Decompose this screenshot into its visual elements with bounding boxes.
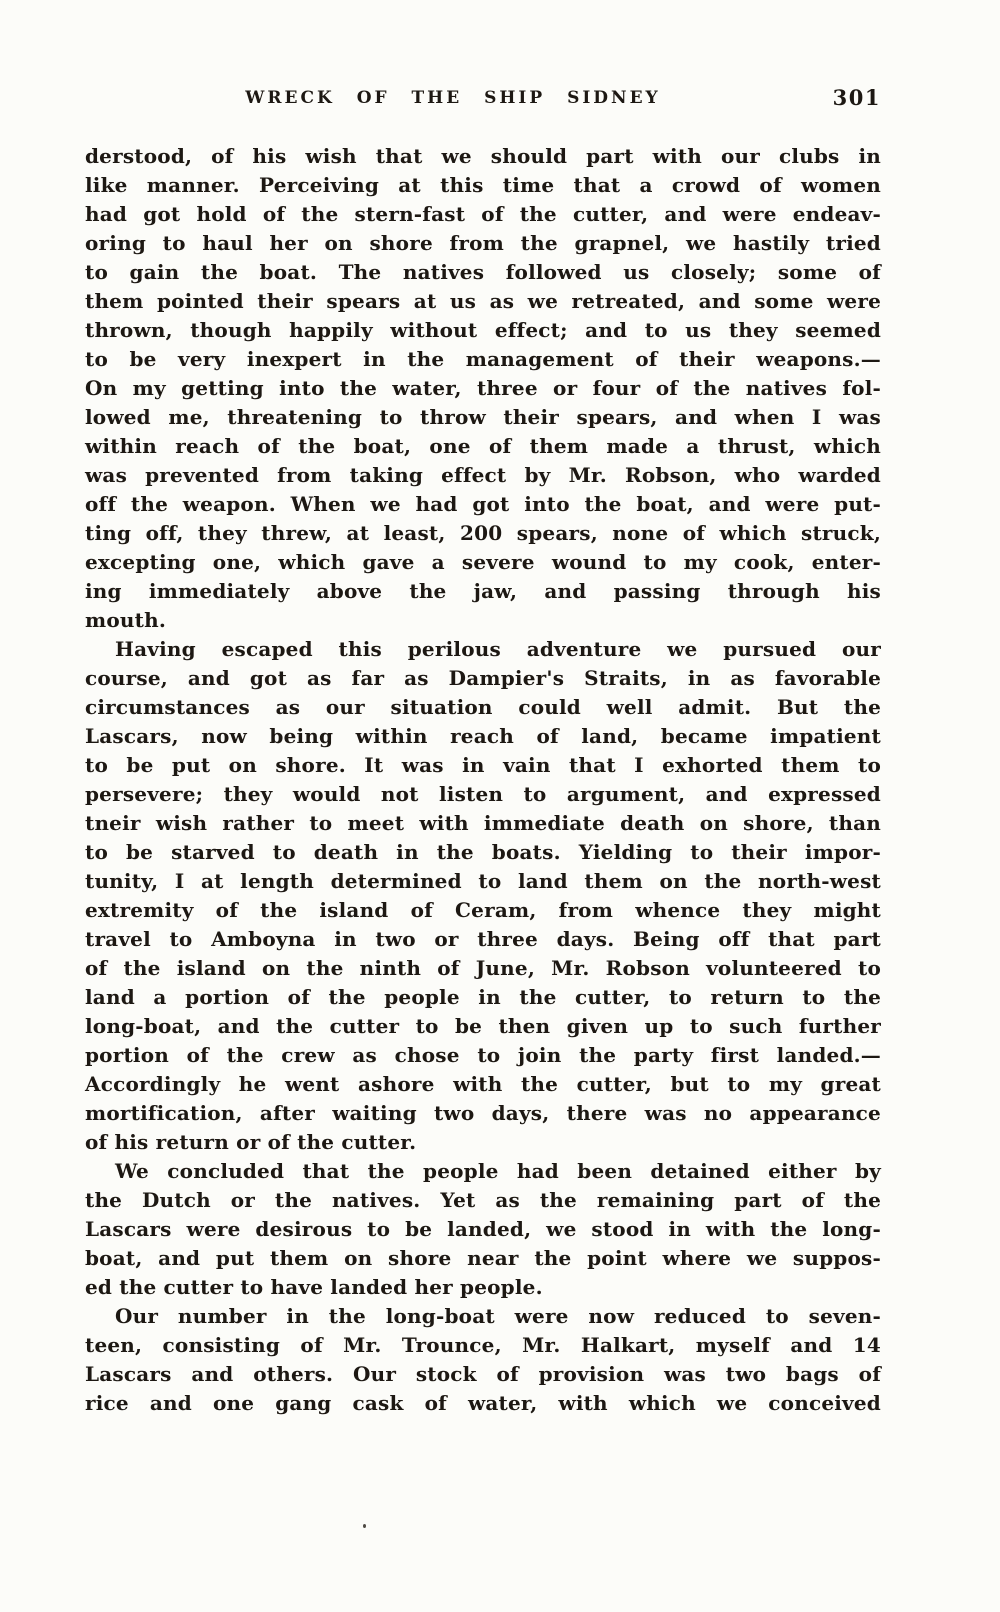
text-line: land a portion of the people in the cutter, to return to the bbox=[85, 985, 881, 1009]
text-line: to be put on shore. It was in vain that I exhorted them to bbox=[85, 753, 881, 777]
text-line: On my getting into the water, three or four of the natives fol- bbox=[85, 376, 881, 400]
text-line: Lascars, now being within reach of land, became impatient bbox=[85, 724, 881, 748]
text-line: had got hold of the stern-fast of the cutter, and were endeav- bbox=[85, 202, 881, 226]
page-number: 301 bbox=[832, 85, 881, 110]
text-line: thrown, though happily without effect; and to us they seemed bbox=[85, 318, 881, 342]
text-line: rice and one gang cask of water, with which we conceived bbox=[85, 1391, 881, 1415]
text-line: off the weapon. When we had got into the boat, and were put- bbox=[85, 492, 881, 516]
text-line: course, and got as far as Dampier's Straits, in as favorable bbox=[85, 666, 881, 690]
text-line: ting off, they threw, at least, 200 spears, none of which struck, bbox=[85, 521, 881, 545]
running-title: WRECK OF THE SHIP SIDNEY bbox=[245, 88, 661, 108]
text-line: the Dutch or the natives. Yet as the remaining part of the bbox=[85, 1188, 881, 1212]
scan-artifact-dot bbox=[363, 1524, 366, 1528]
text-line: long-boat, and the cutter to be then given up to such further bbox=[85, 1014, 881, 1038]
page-header bbox=[85, 85, 881, 114]
text-line: tunity, I at length determined to land them on the north-west bbox=[85, 869, 881, 893]
text-line: of the island on the ninth of June, Mr. Robson volunteered to bbox=[85, 956, 881, 980]
text-line: to be starved to death in the boats. Yielding to their impor- bbox=[85, 840, 881, 864]
paragraph bbox=[85, 1157, 881, 1302]
text-line: teen, consisting of Mr. Trounce, Mr. Halkart, myself and 14 bbox=[85, 1333, 881, 1357]
text-line: mouth. bbox=[85, 608, 166, 632]
text-line: derstood, of his wish that we should part with our clubs in bbox=[85, 144, 881, 168]
paragraph bbox=[85, 142, 881, 635]
text-line: of his return or of the cutter. bbox=[85, 1130, 417, 1154]
text-line: mortification, after waiting two days, there was no appearance bbox=[85, 1101, 881, 1125]
text-line: within reach of the boat, one of them made a thrust, which bbox=[85, 434, 881, 458]
text-line: ing immediately above the jaw, and passing through his bbox=[85, 579, 881, 603]
text-line: Lascars were desirous to be landed, we stood in with the long- bbox=[85, 1217, 881, 1241]
text-line: like manner. Perceiving at this time that a crowd of women bbox=[85, 173, 881, 197]
text-line: Having escaped this perilous adventure we pursued our bbox=[115, 637, 881, 661]
text-line: We concluded that the people had been detained either by bbox=[115, 1159, 881, 1183]
text-line: them pointed their spears at us as we retreated, and some were bbox=[85, 289, 881, 313]
text-line: lowed me, threatening to throw their spears, and when I was bbox=[85, 405, 881, 429]
text-line: tneir wish rather to meet with immediate death on shore, than bbox=[85, 811, 881, 835]
text-line: extremity of the island of Ceram, from whence they might bbox=[85, 898, 881, 922]
text-line: excepting one, which gave a severe wound to my cook, enter- bbox=[85, 550, 881, 574]
text-column bbox=[85, 85, 881, 1418]
text-line: ed the cutter to have landed her people. bbox=[85, 1275, 543, 1299]
text-line: persevere; they would not listen to argument, and expressed bbox=[85, 782, 881, 806]
text-line: portion of the crew as chose to join the party first landed.— bbox=[85, 1043, 881, 1067]
text-line: oring to haul her on shore from the grapnel, we hastily tried bbox=[85, 231, 881, 255]
body-text bbox=[85, 142, 881, 1418]
paragraph bbox=[85, 1302, 881, 1418]
text-line: to be very inexpert in the management of their weapons.— bbox=[85, 347, 881, 371]
text-line: circumstances as our situation could well admit. But the bbox=[85, 695, 881, 719]
paragraph bbox=[85, 635, 881, 1157]
text-line: Our number in the long-boat were now reduced to seven- bbox=[115, 1304, 881, 1328]
text-line: Lascars and others. Our stock of provision was two bags of bbox=[85, 1362, 881, 1386]
text-line: boat, and put them on shore near the point where we suppos- bbox=[85, 1246, 881, 1270]
text-line: Accordingly he went ashore with the cutter, but to my great bbox=[85, 1072, 881, 1096]
text-line: to gain the boat. The natives followed us closely; some of bbox=[85, 260, 881, 284]
text-line: travel to Amboyna in two or three days. Being off that part bbox=[85, 927, 881, 951]
text-line: was prevented from taking effect by Mr. Robson, who warded bbox=[85, 463, 881, 487]
